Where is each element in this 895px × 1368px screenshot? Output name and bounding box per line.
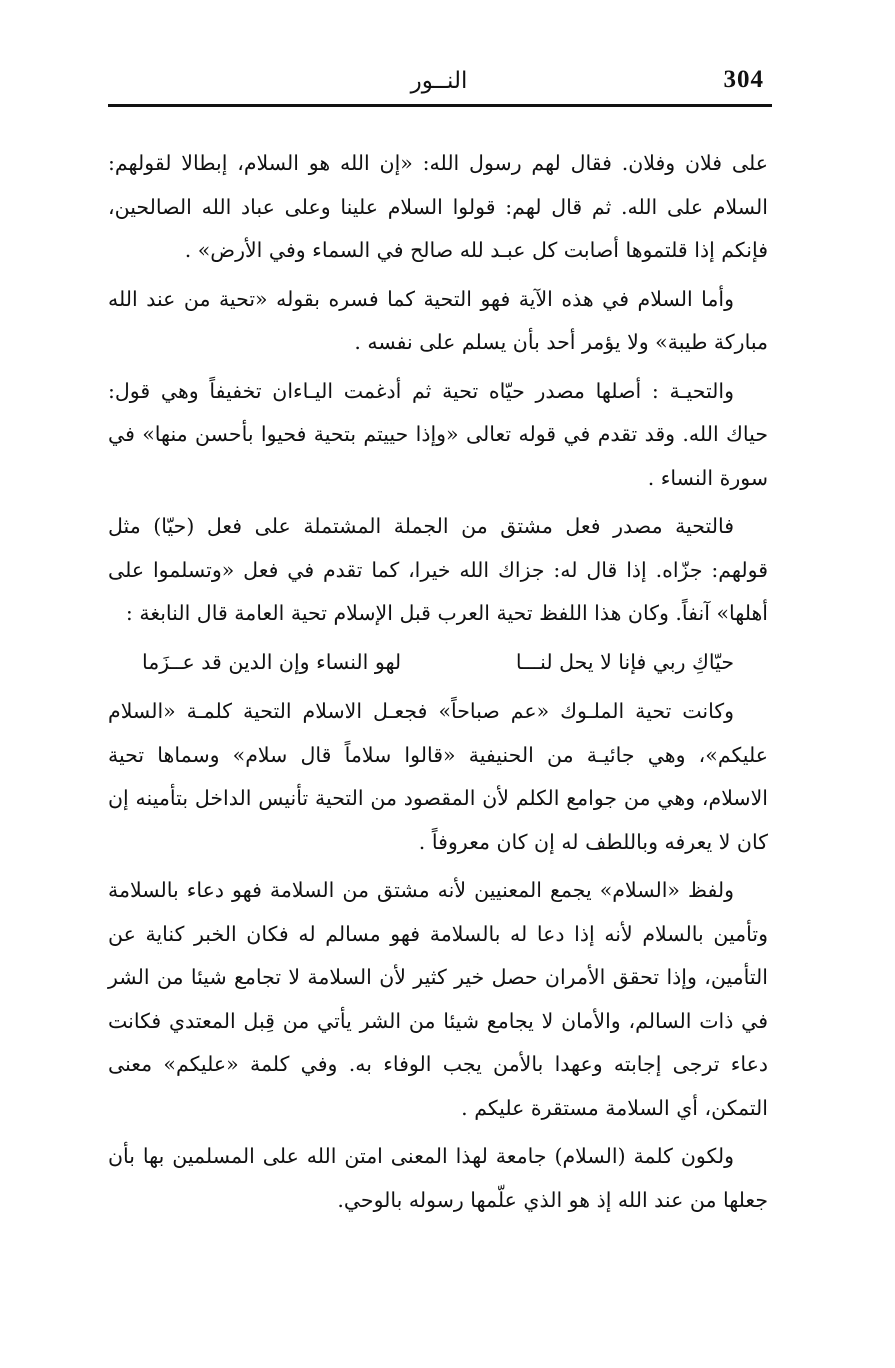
paragraph: ولكون كلمة (السلام) جامعة لهذا المعنى امتن الله على المسلمين بها بأن جعلها من عند الله إذ هو الذي علّمها رسوله بالوحي. <box>108 1144 768 1212</box>
page-number: 304 <box>723 66 764 93</box>
verse-first-hemistich: حيّاكِ ربي فإنا لا يحل لنـــا <box>515 649 734 674</box>
header-rule <box>108 104 772 107</box>
body-text <box>108 142 768 1227</box>
paragraph: وكانت تحية الملـوك «عم صباحاً» فجعـل الاسلام التحية كلمـة «السلام عليكم»، وهي جائيـة من الحنيفية «قالوا سلاماً قال سلام» وسماها تحية الاسلام، وهي من جوامع الكلم لأن المقصود من التحية تأنيس الداخل بتأمينه إن كان لا يعرفه وباللطف له إن كان معروفاً . <box>108 699 768 854</box>
poetry-verse <box>108 641 768 685</box>
paragraph: ولفظ «السلام» يجمع المعنيين لأنه مشتق من السلامة فهو دعاء بالسلامة وتأمين بالسلام لأنه إذا دعا له بالسلامة فهو مسالم له فكان الخبر كناية عن التأمين، وإذا تحقق الأمران حصل خير كثير لأن السلامة لا تجامع شيئا من الشر في ذات السالم، والأمان لا يجامع شيئا من الشر يأتي من قِبل المعتدي فكانت دعاء ترجى إجابته وعهدا بالأمن يجب الوفاء به. وفي كلمة «عليكم» معنى التمكن، أي السلامة مستقرة عليكم . <box>108 878 768 1120</box>
running-title: النــور <box>410 68 468 94</box>
page-header <box>108 62 770 102</box>
verse-second-hemistich: لهو النساء وإن الدين قد عــزَما <box>142 649 402 674</box>
paragraph: على فلان وفلان. فقال لهم رسول الله: «إن الله هو السلام، إبطالا لقولهم: السلام على الله. ثم قال لهم: قولوا السلام علينا وعلى عباد الله الصالحين، فإنكم إذا قلتموها أصابت كل عبـد لله صالح في السماء وفي الأرض» . <box>108 151 768 262</box>
paragraph: فالتحية مصدر فعل مشتق من الجملة المشتملة على فعل (حيّا) مثل قولهم: جزّاه. إذا قال له: جزاك الله خيرا، كما تقدم في فعل «وتسلموا على أهلها» آنفاً. وكان هذا اللفظ تحية العرب قبل الإسلام تحية العامة قال النابغة : <box>108 514 768 625</box>
paragraph: والتحيـة : أصلها مصدر حيّاه تحية ثم أدغمت اليـاءان تخفيفاً وهي قول: حياك الله. وقد تقدم في قوله تعالى «وإذا حييتم بتحية فحيوا بأحسن منها» في سورة النساء . <box>108 378 768 490</box>
paragraph: وأما السلام في هذه الآية فهو التحية كما فسره بقوله «تحية من عند الله مباركة طيبة» ولا يؤمر أحد بأن يسلم على نفسه . <box>108 286 768 354</box>
